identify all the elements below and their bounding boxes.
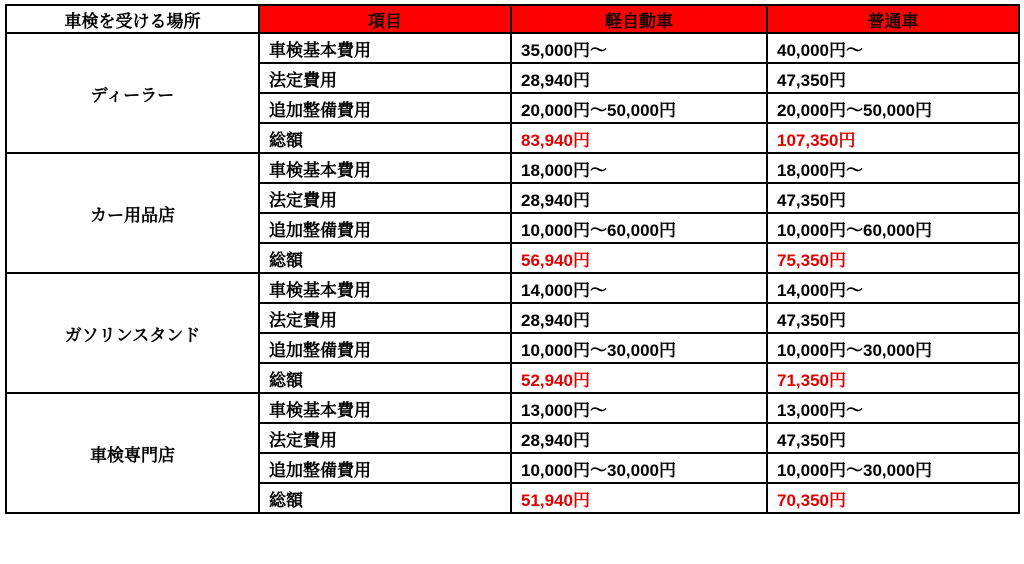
total-value-futsu: 71,350円: [767, 363, 1019, 393]
value-cell-futsu: 18,000円～: [767, 153, 1019, 183]
value-cell-futsu: 47,350円: [767, 183, 1019, 213]
item-cell: 法定費用: [259, 303, 511, 333]
value-cell-kei: 14,000円～: [511, 273, 767, 303]
item-cell: 車検基本費用: [259, 153, 511, 183]
total-value-futsu: 107,350円: [767, 123, 1019, 153]
total-value-futsu: 70,350円: [767, 483, 1019, 513]
total-value-kei: 83,940円: [511, 123, 767, 153]
value-cell-kei: 10,000円～30,000円: [511, 333, 767, 363]
value-cell-kei: 13,000円～: [511, 393, 767, 423]
header-item: 項目: [259, 5, 511, 33]
value-cell-kei: 18,000円～: [511, 153, 767, 183]
table-row: [6, 153, 1019, 183]
item-cell: 法定費用: [259, 183, 511, 213]
header-row: [6, 5, 1019, 33]
item-cell: 追加整備費用: [259, 453, 511, 483]
value-cell-kei: 10,000円～30,000円: [511, 453, 767, 483]
table-row: [6, 273, 1019, 303]
value-cell-kei: 20,000円～50,000円: [511, 93, 767, 123]
value-cell-kei: 28,940円: [511, 63, 767, 93]
table-row: [6, 393, 1019, 423]
header-kei-car: 軽自動車: [511, 5, 767, 33]
item-cell: 追加整備費用: [259, 213, 511, 243]
total-label-cell: 総額: [259, 363, 511, 393]
header-regular-car: 普通車: [767, 5, 1019, 33]
table-row: [6, 33, 1019, 63]
item-cell: 追加整備費用: [259, 333, 511, 363]
total-value-kei: 51,940円: [511, 483, 767, 513]
place-cell-gas-station: ガソリンスタンド: [6, 273, 259, 393]
header-place: 車検を受ける場所: [6, 5, 259, 33]
item-cell: 追加整備費用: [259, 93, 511, 123]
place-cell-specialty-shop: 車検専門店: [6, 393, 259, 513]
value-cell-futsu: 10,000円～30,000円: [767, 453, 1019, 483]
value-cell-futsu: 47,350円: [767, 423, 1019, 453]
place-cell-car-goods-store: カー用品店: [6, 153, 259, 273]
item-cell: 車検基本費用: [259, 393, 511, 423]
value-cell-kei: 28,940円: [511, 183, 767, 213]
value-cell-futsu: 47,350円: [767, 303, 1019, 333]
value-cell-futsu: 40,000円～: [767, 33, 1019, 63]
value-cell-kei: 28,940円: [511, 303, 767, 333]
item-cell: 法定費用: [259, 423, 511, 453]
inspection-cost-table: [5, 4, 1020, 514]
total-value-kei: 56,940円: [511, 243, 767, 273]
item-cell: 法定費用: [259, 63, 511, 93]
value-cell-futsu: 10,000円～30,000円: [767, 333, 1019, 363]
value-cell-kei: 28,940円: [511, 423, 767, 453]
total-label-cell: 総額: [259, 243, 511, 273]
value-cell-futsu: 13,000円～: [767, 393, 1019, 423]
value-cell-futsu: 47,350円: [767, 63, 1019, 93]
value-cell-kei: 35,000円～: [511, 33, 767, 63]
item-cell: 車検基本費用: [259, 33, 511, 63]
item-cell: 車検基本費用: [259, 273, 511, 303]
value-cell-futsu: 10,000円～60,000円: [767, 213, 1019, 243]
place-cell-dealer: ディーラー: [6, 33, 259, 153]
total-label-cell: 総額: [259, 123, 511, 153]
total-value-kei: 52,940円: [511, 363, 767, 393]
value-cell-futsu: 20,000円～50,000円: [767, 93, 1019, 123]
total-label-cell: 総額: [259, 483, 511, 513]
value-cell-kei: 10,000円～60,000円: [511, 213, 767, 243]
value-cell-futsu: 14,000円～: [767, 273, 1019, 303]
total-value-futsu: 75,350円: [767, 243, 1019, 273]
